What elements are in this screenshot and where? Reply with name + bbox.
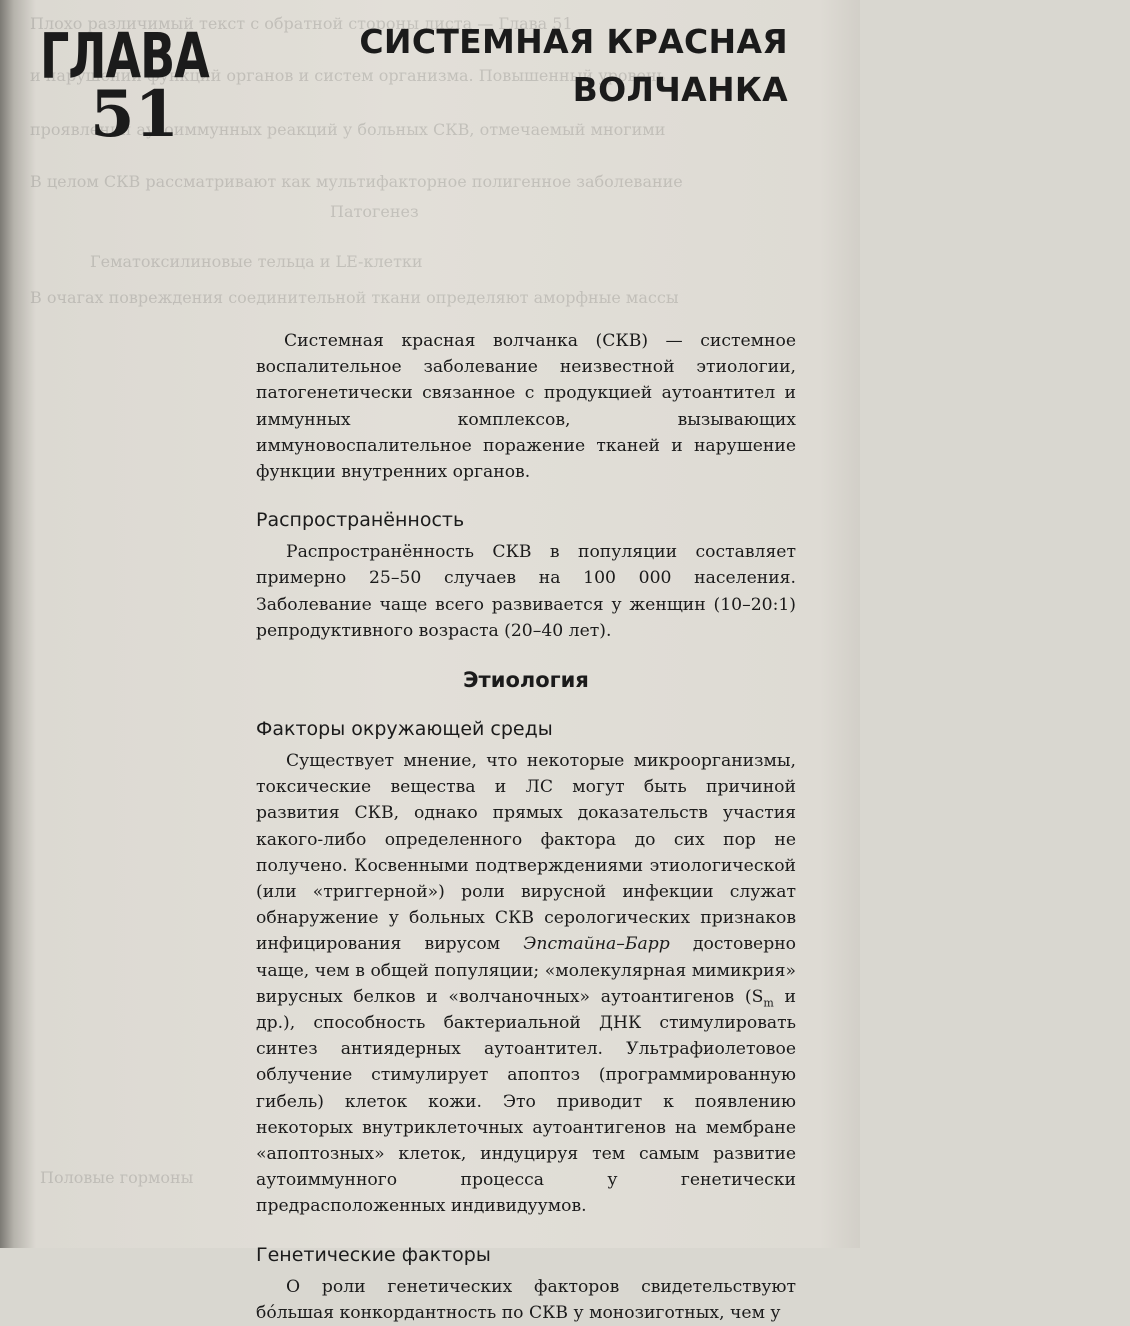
chapter-title (268, 18, 788, 114)
intro-paragraph: Системная красная волчанка (СКВ) — системное воспалительное заболевание неизвестной этиологии, патогенетически связанное с продукцией аутоантител и иммунных комплексов, вызывающих иммуновоспалительное поражение тканей и нарушение функции внутренних органов. (256, 331, 796, 483)
bleed-through-line: Гематоксилиновые тельца и LE-клетки (90, 252, 423, 271)
bleed-through-line: проявлений аутоиммунных реакций у больных СКВ, отмечаемый многими (30, 120, 666, 139)
environment-text-part-3: и др.), способность бактериальной ДНК стимулировать синтез антиядерных аутоантител. Ультрафиолетовое облучение стимулирует апоптоз (программированную гибель) клеток кожи. Это приводит к появлению некоторых внутриклеточных аутоантигенов на мембране «апоптозных» клеток, индуцируя тем самым развитие аутоиммунного процесса у генетически предрасположенных индивидуумов. (256, 986, 797, 1217)
prevalence-heading: Распространённость (256, 509, 465, 532)
antigen-subscript: m (763, 996, 774, 1010)
genetic-heading: Генетические факторы (256, 1243, 491, 1266)
environment-text-part-1: Существует мнение, что некоторые микроорганизмы, токсические вещества и ЛС могут быть причиной развития СКВ, однако прямых доказательств участия какого-либо определенного фактора до сих пор не получено. Косвенными подтверждениями этиологической (или «триггерной») роли вирусной инфекции служат обнаружение у больных СКВ серологических признаков инфицирования вирусом (256, 751, 796, 955)
bleed-through-line: Плохо различимый текст с обратной стороны листа — Глава 51 (30, 14, 573, 33)
environment-heading: Факторы окружающей среды (256, 718, 553, 741)
environment-paragraph (256, 748, 796, 1220)
bleed-through-line: Патогенез (330, 202, 419, 221)
chapter-title-line-1: СИСТЕМНАЯ КРАСНАЯ (359, 22, 788, 61)
bleed-through-line: Половые гормоны (40, 1168, 194, 1187)
chapter-number: 51 (90, 77, 180, 152)
main-text-column (256, 328, 796, 1326)
chapter-label: ГЛАВА (40, 19, 209, 93)
etiology-heading: Этиология (463, 668, 589, 693)
chapter-title-line-2: ВОЛЧАНКА (572, 70, 788, 109)
prevalence-paragraph: Распространённость СКВ в популяции составляет примерно 25–50 случаев на 100 000 населения. Заболевание чаще всего развивается у женщин (10–20:1) репродуктивного возраста (20–40 лет). (256, 542, 796, 641)
bleed-through-line: В очагах повреждения соединительной ткани определяют аморфные массы (30, 288, 679, 307)
bleed-through-line: В целом СКВ рассматривают как мультифакторное полигенное заболевание (30, 172, 683, 191)
environment-text-part-2: достоверно чаще, чем в общей популяции; «молекулярная мимикрия» вирусных белков и «волчаночных» аутоантигенов (S (256, 934, 797, 1007)
genetic-paragraph: О роли генетических факторов свидетельствуют бóльшая конкордантность по СКВ у монозиготных, чем у (256, 1276, 796, 1323)
virus-name: Эпстайна–Барр (523, 934, 670, 955)
bleed-through-line: и нарушении функций органов и систем организма. Повышенный уровень (30, 66, 666, 85)
